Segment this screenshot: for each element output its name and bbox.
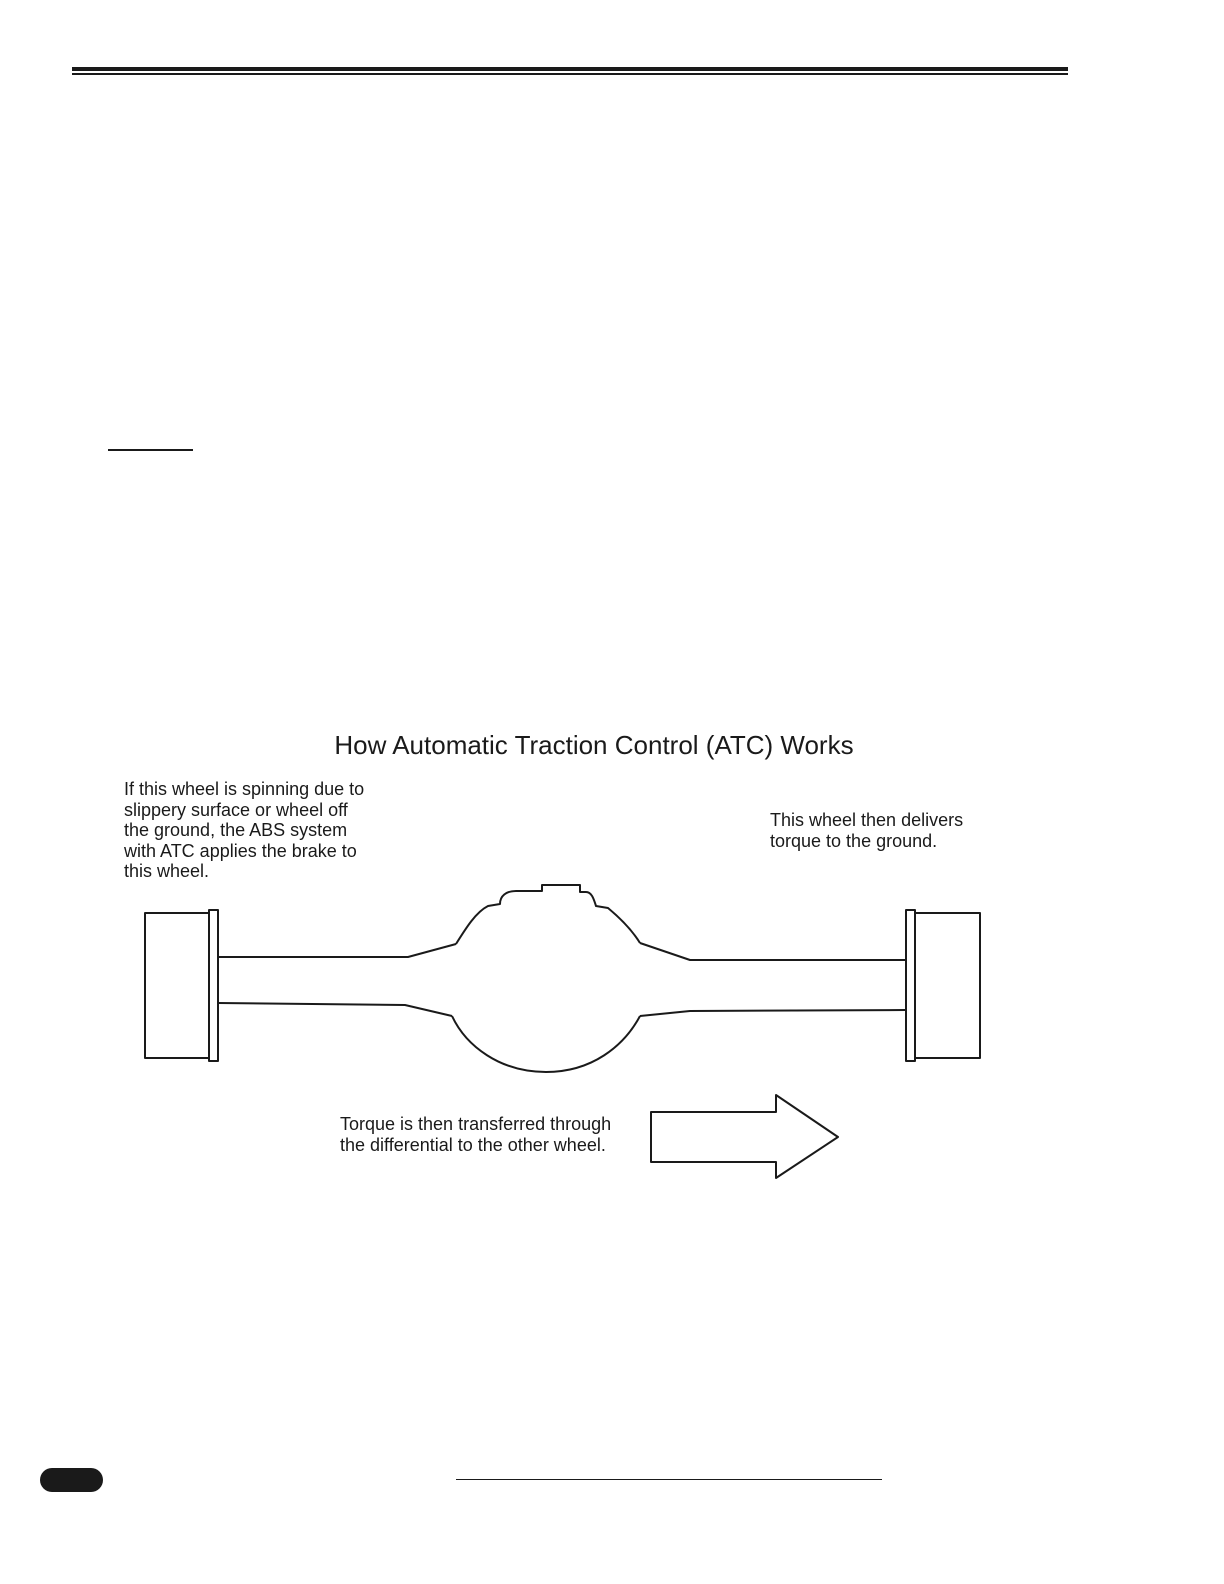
right-axle-tube-bottom [640, 1010, 906, 1016]
left-wheel-drum [145, 913, 209, 1058]
left-wheel-hub [209, 910, 218, 1061]
left-axle-tube-bottom [218, 1003, 452, 1016]
torque-transfer-callout: Torque is then transferred through the differential to the other wheel. [340, 1114, 612, 1155]
page-number-tab [40, 1468, 103, 1492]
spinning-wheel-callout: If this wheel is spinning due to slippery surface or wheel off the ground, the ABS system with ATC applies the brake to this wheel. [124, 779, 365, 881]
delivering-wheel-callout: This wheel then delivers torque to the ground. [770, 810, 964, 851]
right-wheel-drum [915, 913, 980, 1058]
footer-rule [456, 1479, 882, 1480]
differential-housing-top [456, 885, 640, 944]
left-axle-tube-top [218, 944, 456, 957]
diagram-title: How Automatic Traction Control (ATC) Works [334, 730, 854, 760]
right-wheel-hub [906, 910, 915, 1061]
differential-housing-bottom [452, 1016, 640, 1072]
right-axle-tube-top [640, 943, 906, 960]
torque-transfer-arrow [651, 1095, 838, 1178]
